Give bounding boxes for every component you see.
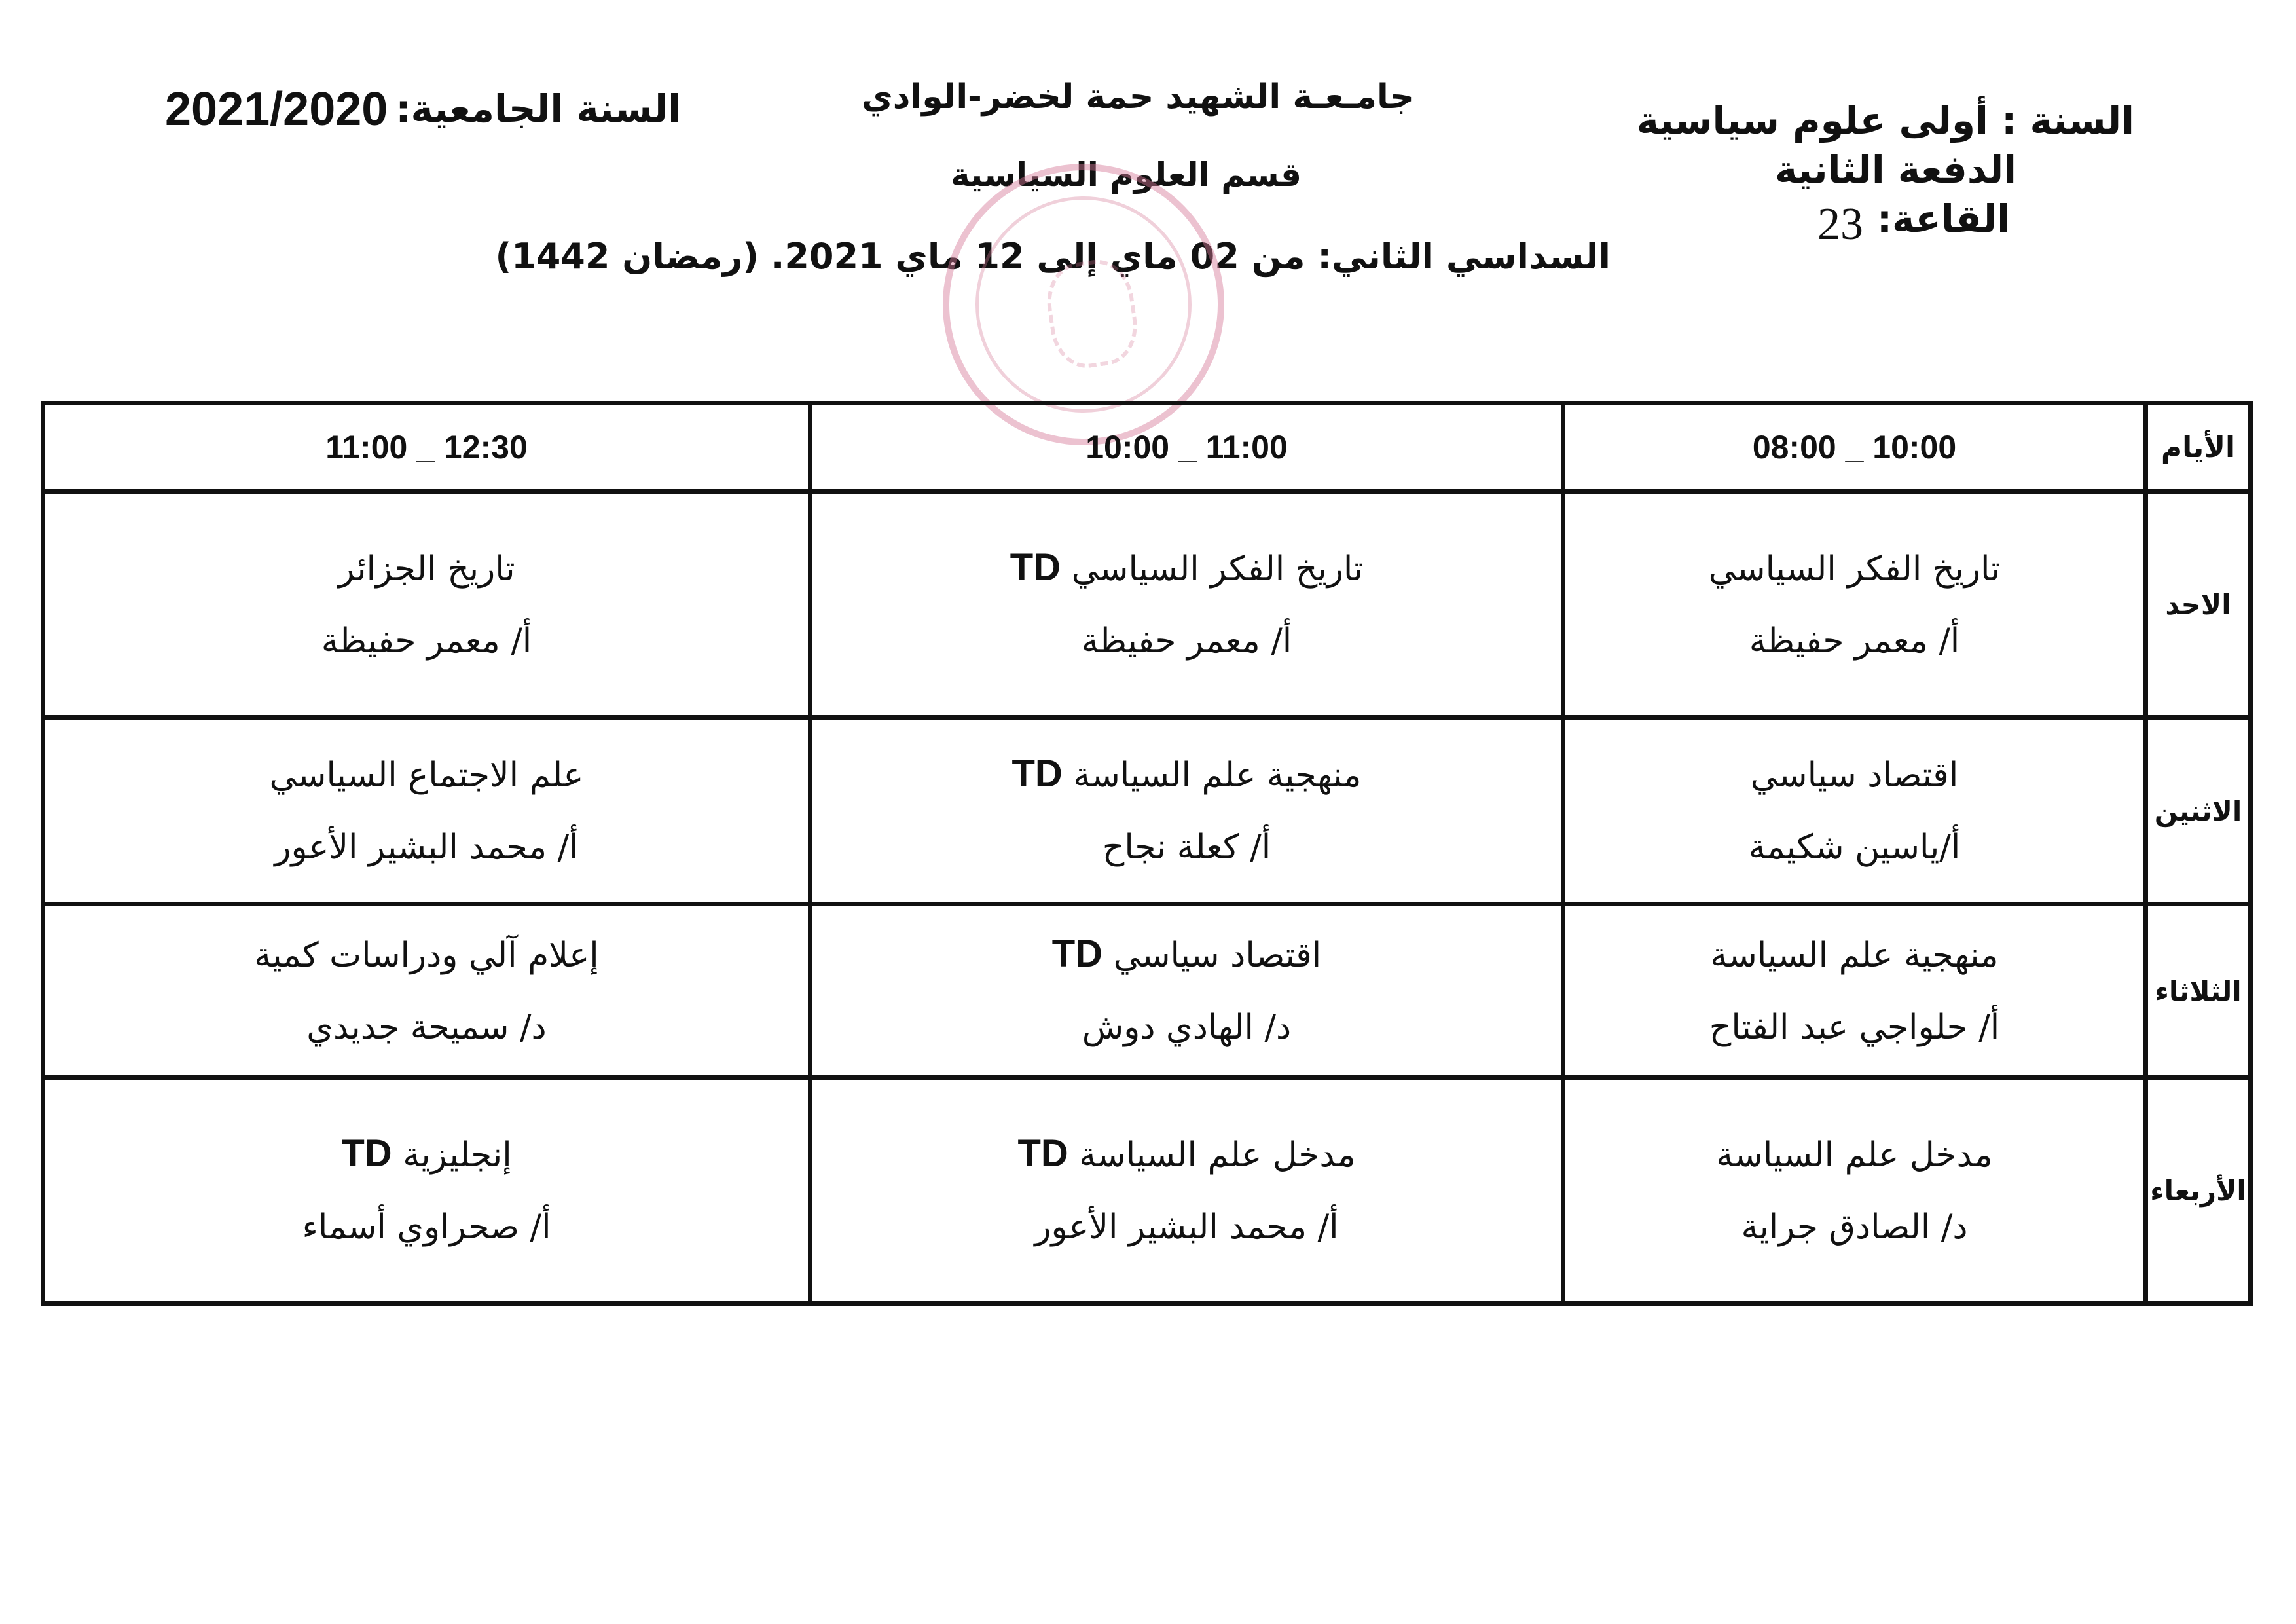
university-name: جامـعـة الشهيد حمة لخضر-الوادي [862, 77, 1414, 117]
teacher-name: د/ الهادي دوش [1082, 1008, 1292, 1047]
slot-header-3: 11:00 _ 12:30 [43, 403, 811, 492]
slot-header-2: 10:00 _ 11:00 [811, 403, 1563, 492]
room-number: 23 [1817, 199, 1863, 249]
year-level: السنة : أولى علوم سياسية [1636, 98, 2134, 143]
semester-period: السداسي الثاني: من 02 ماي إلى 12 ماي 2021. (رمضان 1442) [495, 236, 1611, 277]
course-line [1565, 532, 2143, 605]
table-header-row [43, 403, 2251, 492]
days-header: الأيام [2146, 403, 2251, 492]
td-badge: TD [1010, 546, 1061, 589]
schedule-cell [811, 1078, 1563, 1304]
course-line [1565, 1118, 2143, 1191]
schedule-table [41, 401, 2253, 1306]
academic-year-label: السنة الجامعية: [395, 86, 681, 131]
schedule-cell [43, 904, 811, 1078]
schedule-cell [1563, 718, 2146, 904]
schedule-cell [1563, 1078, 2146, 1304]
course-line [1565, 738, 2143, 811]
table-row [43, 718, 2251, 904]
teacher-name: أ/ معمر حفيظة [1749, 621, 1960, 661]
teacher-name: أ/ كعلة نجاح [1102, 828, 1271, 867]
course-name: إعلام آلي ودراسات كمية [254, 936, 599, 975]
course-name: علم الاجتماع السياسي [269, 756, 584, 795]
table-row [43, 1078, 2251, 1304]
course-line [812, 738, 1561, 811]
table-row [43, 904, 2251, 1078]
course-name: منهجية علم السياسة [1073, 756, 1362, 795]
course-line [45, 738, 808, 811]
department-name: قسم العلوم السياسية [950, 156, 1302, 194]
teacher-name: أ/ معمر حفيظة [1081, 621, 1292, 661]
td-badge: TD [1017, 1132, 1068, 1175]
course-line [45, 1118, 808, 1191]
day-label: الاحد [2146, 492, 2251, 718]
teacher-name: أ/ محمد البشير الأعور [1034, 1208, 1339, 1247]
course-name: منهجية علم السياسة [1710, 936, 1999, 975]
course-name: مدخل علم السياسة [1079, 1135, 1356, 1175]
course-name: تاريخ الجزائر [338, 549, 515, 589]
table-row [43, 492, 2251, 718]
schedule-cell [43, 1078, 811, 1304]
schedule-cell [1563, 904, 2146, 1078]
td-badge: TD [1051, 932, 1103, 975]
slot-header-1: 08:00 _ 10:00 [1563, 403, 2146, 492]
teacher-name: أ/ حلواجي عبد الفتاح [1709, 1008, 2000, 1047]
schedule-cell [811, 492, 1563, 718]
teacher-name: أ/ معمر حفيظة [321, 621, 532, 661]
room-label: القاعة: [1876, 196, 2010, 241]
course-name: اقتصاد سياسي [1750, 756, 1959, 795]
course-line [45, 532, 808, 605]
teacher-name: أ/ياسين شكيمة [1748, 828, 1961, 867]
course-line [812, 918, 1561, 991]
course-name: إنجليزية [403, 1135, 512, 1175]
schedule-cell [811, 904, 1563, 1078]
schedule-cell [43, 492, 811, 718]
teacher-name: أ/ صحراوي أسماء [302, 1208, 551, 1247]
academic-year-value: 2021/2020 [165, 83, 388, 136]
course-line [812, 532, 1561, 605]
cohort: الدفعة الثانية [1775, 147, 2016, 192]
td-badge: TD [341, 1132, 392, 1175]
schedule-cell [1563, 492, 2146, 718]
course-name: اقتصاد سياسي [1113, 936, 1322, 975]
course-line [1565, 918, 2143, 991]
teacher-name: أ/ محمد البشير الأعور [274, 828, 579, 867]
teacher-name: د/ سميحة جديدي [306, 1008, 547, 1047]
course-name: تاريخ الفكر السياسي [1071, 549, 1364, 589]
day-label: الثلاثاء [2146, 904, 2251, 1078]
td-badge: TD [1011, 752, 1063, 795]
day-label: الاثنين [2146, 718, 2251, 904]
schedule-cell [811, 718, 1563, 904]
course-line [812, 1118, 1561, 1191]
teacher-name: د/ الصادق جراية [1741, 1208, 1968, 1247]
day-label: الأربعاء [2146, 1078, 2251, 1304]
course-name: مدخل علم السياسة [1716, 1135, 1993, 1175]
course-line [45, 918, 808, 991]
course-name: تاريخ الفكر السياسي [1708, 549, 2001, 589]
schedule-cell [43, 718, 811, 904]
